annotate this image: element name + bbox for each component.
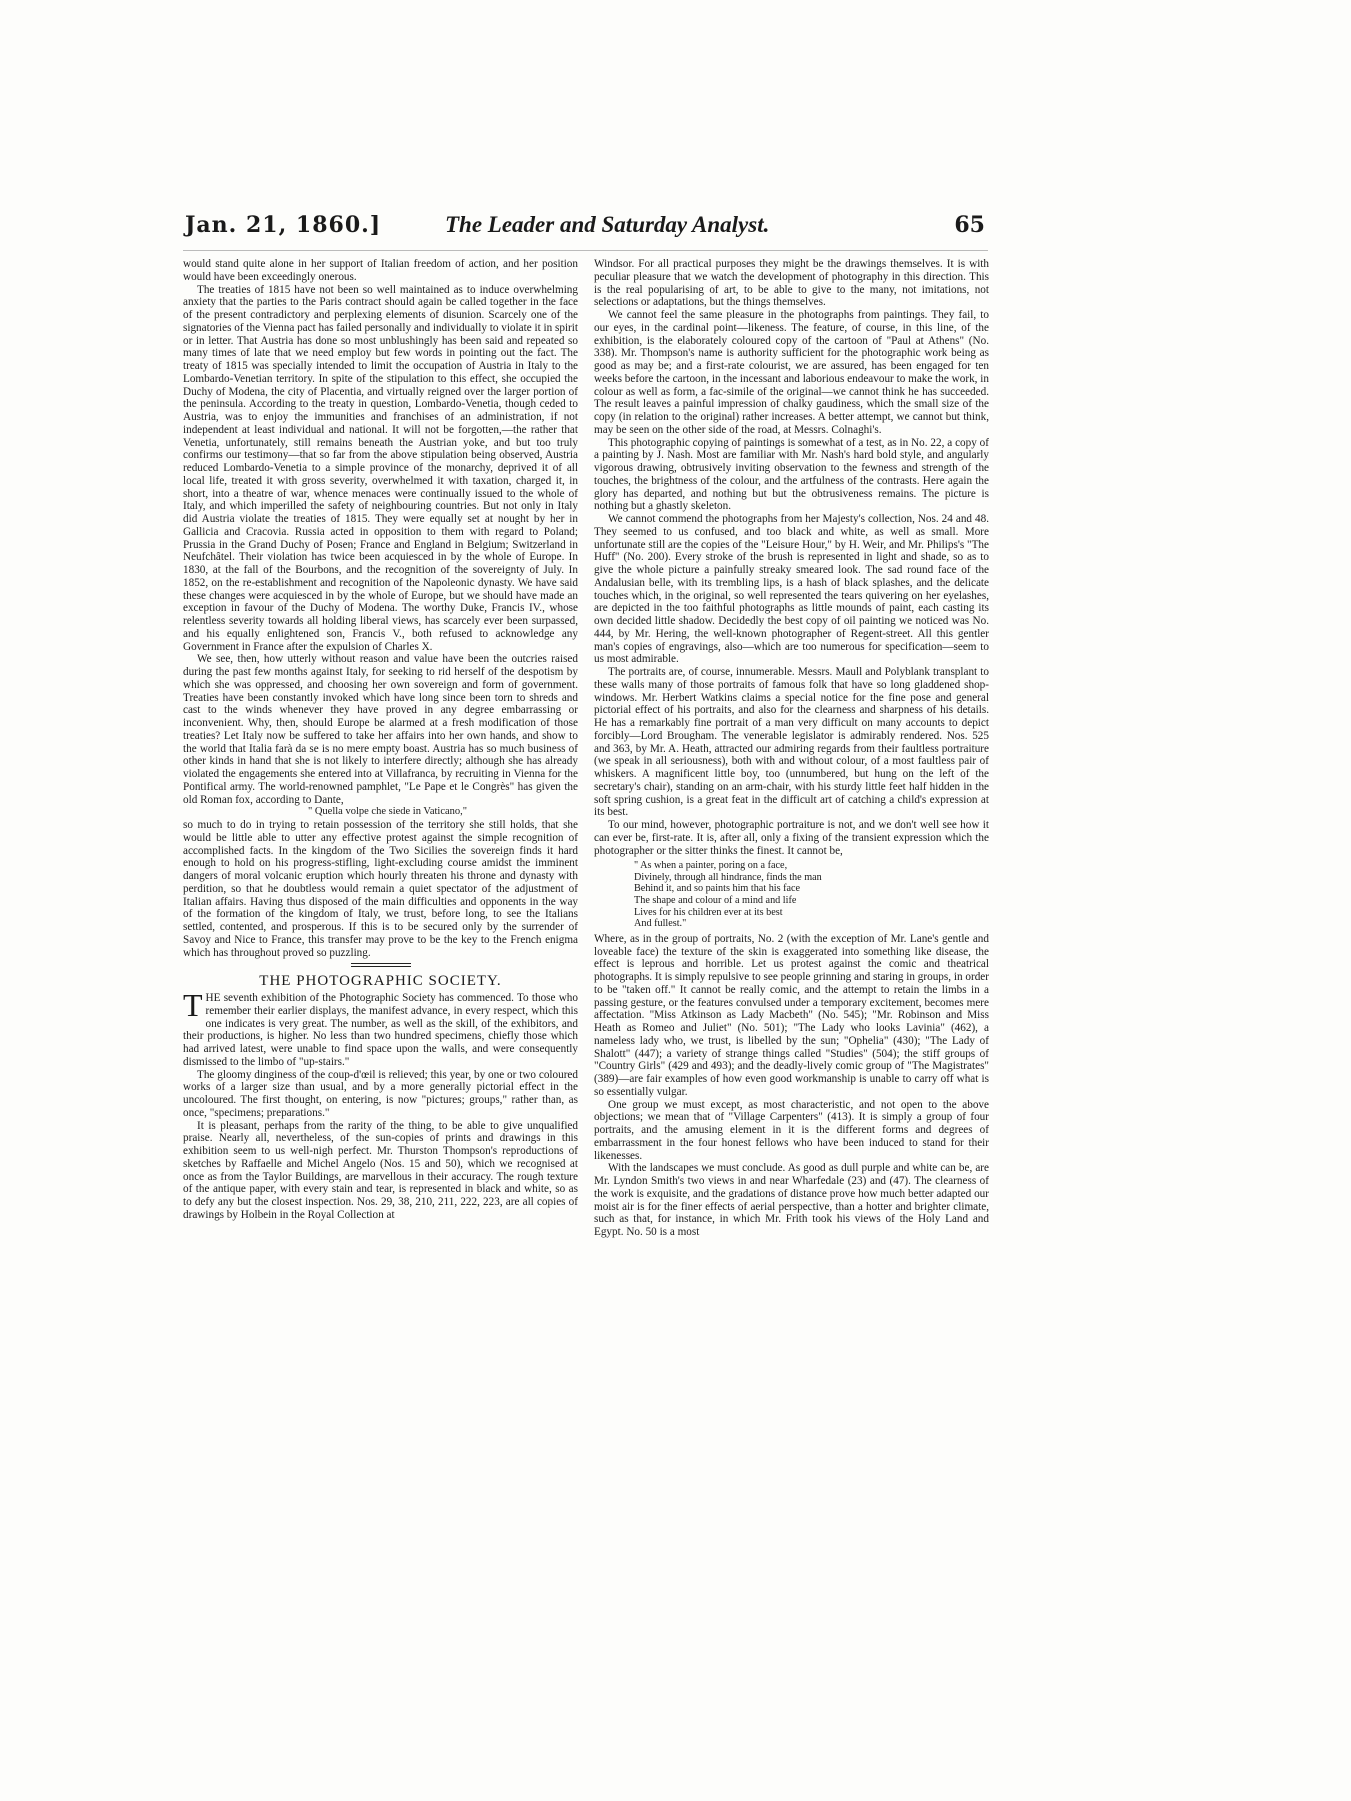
section-divider: [351, 963, 411, 964]
verse-quote: [634, 860, 989, 930]
article-paragraph: With the landscapes we must conclude. As good as dull purple and white can be, are Mr. Lyndon Smith's two views in and near Wharfedale (23) and (47). The clearness of the work is exquisite, and the gradations of distance prove how much better adapted our moist air is for the finer effects of aerial perspective, than a hotter and brighter climate, such as that, for instance, in which Mr. Frith took his views of the Holy Land and Egypt. No. 50 is a most: [594, 1162, 989, 1239]
article-paragraph: Windsor. For all practical purposes they might be the drawings themselves. It is with peculiar pleasure that we watch the development of photography in this direction. This is the real popularising of art, to be able to give to the many, not imitations, not selections or adaptations, but the things themselves.: [594, 258, 989, 309]
page-number: 65: [954, 212, 985, 238]
article-paragraph: It is pleasant, perhaps from the rarity of the thing, to be able to give unqualified praise. Nearly all, nevertheless, of the sun-copies of prints and drawings in this exhibition seem to us well-nigh perfect. Mr. Thurston Thompson's reproductions of sketches by Raffaelle and Michel Angelo (Nos. 15 and 50), which we recognised at once as from the Taylor Buildings, are marvellous in their accuracy. The rough texture of the antique paper, with every stain and tear, is represented in black and white, so as to defy any but the closest inspection. Nos. 29, 38, 210, 211, 222, 223, are all copies of drawings by Holbein in the Royal Collection at: [183, 1119, 578, 1221]
verse-line: The shape and colour of a mind and life: [634, 895, 797, 907]
article-paragraph: One group we must except, as most characteristic, and not open to the above objections; we mean that of "Village Carpenters" (413). It is simply a group of four portraits, and the amusing element in it is the different forms and degrees of embarrassment in the four honest fellows who have been induced to stand for their likenesses.: [594, 1098, 989, 1162]
article-paragraph: The portraits are, of course, innumerable. Messrs. Maull and Polyblank transplant to these walls many of those portraits of famous folk that have so long gladdened shop-windows. Mr. Herbert Watkins claims a special notice for the fine pose and general pictorial effect of his portraits, and also for the clearness and sharpness of his details. He has a remarkably fine portrait of a man very difficult on many accounts to depict forcibly—Lord Brougham. The venerable legislator is admirably rendered. Nos. 525 and 363, by Mr. A. Heath, attracted our admiring regards from their faultless portraiture (we speak in all seriousness), both with and without colour, of a most faultless pair of whiskers. A magnificent little boy, too (unnumbered, but hung on the left of the secretary's chair), standing on an arm-chair, with his sturdy little feet half hidden in the soft spring cushion, is a great feat in the difficult art of catching a child's expression at its best.: [594, 666, 989, 819]
article-paragraph: The treaties of 1815 have not been so well maintained as to induce overwhelming anxiety that the parties to the Paris contract should again be called together in the face of the present contradictory and perplexing elements of disunion. Scarcely one of the signatories of the Vienna pact has failed personally and individually to violate it in spirit or in letter. That Austria has done so most unblushingly has been said and repeated so many times of late that we need employ but few words in pointing out the fact. The treaty of 1815 was specially intended to limit the occupation of Austria in Italy to the Lombardo-Venetian territory. In spite of the stipulation to this effect, she occupied the Duchy of Modena, the city of Placentia, and virtually reigned over the larger portion of the peninsula. According to the treaty in question, Lombardo-Venetia, though ceded to Austria, was to enjoy the immunities and franchises of an administration, if not independent at least individual and national. It will not be forgotten,—the rather that Venetia, unfortunately, still remains beneath the Austrian yoke, and but too truly confirms our testimony—that so far from the above stipulation being observed, Austria reduced Lombardo-Venetia to a simple province of the monarchy, deprived it of all local life, treated it with gross severity, overwhelmed it with taxation, charged it, in short, into a theatre of war, whence menaces were continually issued to the whole of Italy, and which imperilled the safety of neighbouring countries. But not only in Italy did Austria violate the treaties of 1815. They were equally set at nought by her in Gallicia and Cracovia. Russia acted in opposition to them with regard to Poland; Prussia in the Grand Duchy of Posen; France and England in Belgium; Switzerland in Neufchâtel. Their violation has twice been acquiesced in by the whole of Europe. In 1830, at the fall of the Bourbons, and the recognition of the sovereignty of July. In 1852, on the re-establishment and recognition of the Napoleonic dynasty. We have said these changes were acquiesced in by the whole of Europe, but we should have made an exception in favour of the Duchy of Modena. The worthy Duke, Francis IV., whose relentless severity towards all holding liberal views, has scarcely ever been surpassed, and his equally enlightened son, Francis V., both refused to acknowledge any Government in France after the expulsion of Charles X.: [183, 283, 578, 653]
article-paragraph: Where, as in the group of portraits, No. 2 (with the exception of Mr. Lane's gentle and loveable face) the texture of the skin is exaggerated into something like disease, the effect is leprous and horrible. Let us protest against the comic and theatrical photographs. It is simply repulsive to see people grinning and staring in groups, in order to be "taken off." It cannot be really comic, and the attempt to retain the limbs in a passing gesture, or the features convulsed under a temporary excitement, becomes mere affectation. "Miss Atkinson as Lady Macbeth" (No. 545); "Mr. Robinson and Miss Heath as Romeo and Juliet" (No. 501); "The Lady who looks Lavinia" (462), a nameless lady who, we trust, is libelled by the sun; "Ophelia" (430); "The Lady of Shalott" (447); a variety of strange things called "Studies" (504); the stiff groups of "Country Girls" (429 and 493); and the deadly-lively comic group of "The Magistrates" (389)—are fair examples of how even good workmanship is unable to carry off what is so essentially vulgar.: [594, 932, 989, 1098]
verse-line: Divinely, through all hindrance, finds the man: [634, 871, 822, 883]
article-paragraph: We see, then, how utterly without reason and value have been the outcries raised during the past few months against Italy, for seeking to rid herself of the despotism by which she was oppressed, and choosing her own sovereign and form of government. Treaties have been constantly invoked which have long since been torn to shreds and cast to the winds whenever they have proved in any degree embarrassing or inconvenient. Why, then, should Europe be alarmed at a fresh modification of those treaties? Let Italy now be suffered to take her affairs into her own hands, and show to the world that Italia farà da se is no mere empty boast. Austria has so much business of other kinds in hand that she is not likely to interfere directly; although she has already violated the engagements she entered into at Villafranca, by recruiting in Vienna for the Pontifical army. The world-renowned pamphlet, "Le Pape et le Congrès" has given the old Roman fox, according to Dante,: [183, 653, 578, 806]
left-column: [183, 258, 578, 1222]
section-heading: THE PHOTOGRAPHIC SOCIETY.: [259, 973, 502, 990]
header-divider: [183, 250, 988, 251]
right-column: [594, 258, 989, 1239]
page-header: [185, 212, 985, 248]
verse-line: Behind it, and so paints him that his face: [634, 883, 801, 895]
article-paragraph: The gloomy dinginess of the coup-d'œil is relieved; this year, by one or two coloured works of a larger size than usual, and by a more generally pictorial effect in the uncoloured. The first thought, on entering, is now "pictures; groups," rather than, as once, "specimens; preparations.": [183, 1068, 578, 1119]
verse-line: And fullest.": [634, 918, 687, 930]
verse-line: " As when a painter, poring on a face,: [634, 860, 788, 872]
drop-cap: T: [183, 987, 203, 1023]
article-paragraph: We cannot commend the photographs from her Majesty's collection, Nos. 24 and 48. They seemed to us confused, and too black and white, as well as small. More unfortunate still are the copies of the "Leisure Hour," by H. Weir, and Mr. Philips's "The Huff" (No. 200). Every stroke of the brush is represented in light and shade, so as to give the whole picture a painfully streaky smeared look. The sad round face of the Andalusian belle, with its trembling lips, is a hash of black splashes, and the delicate touches which, in the original, so well represented the tears quivering on her eyelashes, are depicted in the too faithful photographs as little mounds of paint, each casting its own decided little shadow. Decidedly the best copy of oil painting we noticed was No. 444, by Mr. Hering, the well-known photographer of Regent-street. All this gentler man's copies of engravings, also—which are too numerous for specification—seem to us most admirable.: [594, 513, 989, 666]
article-paragraph: would stand quite alone in her support of Italian freedom of action, and her position would have been exceedingly onerous.: [183, 258, 578, 283]
article-paragraph: We cannot feel the same pleasure in the photographs from paintings. They fail, to our eyes, in the cardinal point—likeness. The feature, of course, in this line, of the exhibition, is the elaborately coloured copy of the cartoon of "Paul at Athens" (No. 338). Mr. Thompson's name is authority sufficient for the photographic work being as good as may be; and a first-rate colourist, we are assured, has been engaged for ten weeks before the cartoon, in the incessant and laborious endeavour to make the work, in colour as well as form, a fac-simile of the original—we cannot think he has succeeded. The result leaves a painful impression of chalky gaudiness, which the small size of the copy (in relation to the original) rather increases. A better attempt, we cannot but think, may be seen on the other side of the road, at Messrs. Colnaghi's.: [594, 309, 989, 436]
section-first-text: HE seventh exhibition of the Photographic Society has commenced. To those who remember their earlier displays, the manifest advance, in every respect, which this one indicates is very great. The number, as well as the skill, of the exhibitors, and their productions, is higher. No less than two hundred specimens, chiefly those which had arrived latest, were unable to find space upon the walls, and were consequently dismissed to the limbo of "up-stairs.": [183, 992, 578, 1068]
dante-quote: " Quella volpe che siede in Vaticano,": [307, 806, 468, 818]
section-first-paragraph: [183, 987, 578, 1069]
verse-line: Lives for his children ever at its best: [634, 906, 783, 918]
article-paragraph: so much to do in trying to retain possession of the territory she still holds, that she would be little able to utter any effective protest against the simple recognition of accomplished facts. In the kingdom of the Two Sicilies the sovereign finds it hard enough to hold on his progress-stifling, light-excluding course amidst the imminent dangers of moral volcanic eruption which hourly threaten his throne and dynasty with perdition, so that he doubtless would remain a quiet spectator of the adjustment of Italian affairs. Having thus disposed of the main difficulties and opponents in the way of the formation of the kingdom of Italy, we trust, before long, to see the Italians settled, contented, and prosperous. If this is to be secured only by the surrender of Savoy and Nice to France, this transfer may prove to be the key to the French enigma which has throughout proved so puzzling.: [183, 819, 578, 959]
section-divider: [351, 966, 411, 967]
article-paragraph: This photographic copying of paintings is somewhat of a test, as in No. 22, a copy of a painting by J. Nash. Most are familiar with Mr. Nash's hard bold style, and angularly vigorous drawing, obtrusively inviting observation to the fewness and strength of the touches, the brightness of the colour, and the artfulness of the contrasts. Here again the glory has departed, and nothing but but the obtrusiveness remains. The picture is nothing but a ghastly skeleton.: [594, 436, 989, 513]
issue-date: Jan. 21, 1860.]: [185, 212, 382, 238]
publication-title: The Leader and Saturday Analyst.: [445, 212, 770, 237]
article-paragraph: To our mind, however, photographic portraiture is not, and we don't well see how it can ever be, first-rate. It is, after all, only a fixing of the transient expression which the photographer or the sitter thinks the finest. It cannot be,: [594, 819, 989, 857]
